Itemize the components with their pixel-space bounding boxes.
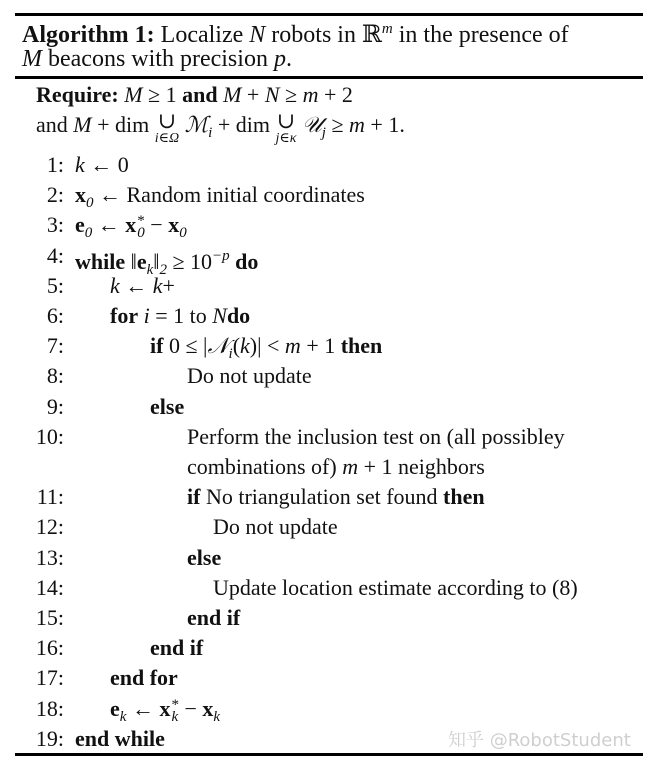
- math-segment: k: [110, 272, 120, 298]
- subscript: k: [213, 708, 221, 725]
- line-content: [187, 422, 565, 452]
- math-segment: while: [75, 248, 126, 274]
- math-segment: and: [36, 112, 74, 137]
- math-segment: for: [110, 303, 139, 328]
- math-segment: −: [178, 695, 203, 721]
- line-number: 1:: [46, 152, 64, 177]
- require-line: [36, 80, 353, 110]
- math-segment: x: [125, 212, 137, 238]
- line-content: [187, 482, 485, 512]
- math-segment: ←: [126, 695, 160, 721]
- math-segment: ←: [119, 272, 153, 298]
- math-segment: Do not update: [187, 363, 312, 389]
- subscript: 0: [84, 225, 93, 242]
- math-segment: then: [443, 484, 485, 510]
- math-segment: if: [187, 484, 201, 510]
- line-number: 10:: [35, 423, 64, 449]
- math-segment: ≥: [279, 82, 303, 107]
- math-segment: ←: [92, 212, 126, 238]
- line-content: [150, 633, 203, 663]
- math-segment: Perform the inclusion test on (all possibley: [187, 423, 565, 449]
- math-segment: else: [187, 544, 222, 570]
- math-segment: Do not update: [213, 514, 338, 540]
- line-number: 4:: [46, 242, 64, 268]
- math-segment: end if: [187, 605, 241, 630]
- union-operator: [155, 110, 179, 146]
- math-segment: (: [232, 333, 241, 359]
- math-segment: combinations of): [187, 454, 343, 479]
- math-segment: + 2: [318, 82, 353, 107]
- math-segment: + dim: [212, 112, 276, 137]
- union-symbol: ∪: [157, 108, 177, 133]
- math-segment: in the presence of: [392, 22, 569, 48]
- math-segment: M: [73, 112, 92, 137]
- sub-superscript: [171, 696, 179, 725]
- math-segment: N: [249, 22, 266, 48]
- union-symbol: ∪: [276, 108, 296, 133]
- line-content: [110, 301, 250, 331]
- line-number: 14:: [35, 574, 64, 600]
- math-segment: N: [264, 82, 280, 107]
- sub-superscript: [137, 213, 145, 242]
- algorithm-title-line2: [22, 44, 292, 74]
- math-segment: and: [182, 82, 218, 107]
- math-segment: k: [75, 152, 85, 177]
- line-content: [150, 392, 184, 422]
- math-segment: do: [226, 303, 251, 328]
- superscript: m: [381, 21, 393, 37]
- math-segment: Require:: [36, 82, 119, 107]
- math-segment: beacons with precision: [42, 46, 274, 72]
- math-segment: M: [22, 46, 42, 72]
- math-segment: end for: [110, 665, 178, 691]
- math-segment: + 1: [300, 333, 341, 359]
- math-segment: end if: [150, 635, 204, 661]
- math-segment: + 1 neighbors: [358, 454, 485, 479]
- math-segment: ← Random initial coordinates: [93, 182, 365, 208]
- line-content: [213, 512, 338, 542]
- math-segment: + dim: [91, 112, 155, 137]
- union-index: j∈κ: [275, 131, 297, 146]
- require-condition-line: [36, 108, 405, 146]
- math-segment: m: [302, 82, 319, 107]
- line-number: 11:: [36, 484, 64, 510]
- line-number: 3:: [46, 212, 64, 238]
- math-segment: 0 ≤ |: [163, 333, 208, 359]
- union-operator: [275, 110, 296, 146]
- math-segment: e: [136, 248, 147, 274]
- line-content: [110, 271, 175, 301]
- line-content: [75, 724, 165, 754]
- math-segment: .: [285, 46, 292, 72]
- math-segment: e: [75, 212, 85, 238]
- subscript: k: [146, 261, 154, 278]
- math-segment: x: [168, 212, 180, 238]
- math-segment: Update location estimate according to (8): [213, 574, 578, 600]
- superscript: −p: [212, 247, 230, 264]
- math-segment: k: [240, 333, 250, 359]
- line-number: 16:: [35, 635, 64, 661]
- watermark: 知乎 @RobotStudent: [448, 730, 631, 751]
- subscript: j: [321, 125, 326, 141]
- math-segment: x: [159, 695, 171, 721]
- math-segment: robots in ℝ: [265, 22, 382, 48]
- math-segment: if: [150, 333, 164, 359]
- math-segment: m: [342, 454, 359, 479]
- math-segment: m: [284, 333, 301, 359]
- line-number: 19:: [35, 725, 64, 751]
- subscript: 0: [179, 225, 187, 242]
- math-segment: k: [152, 272, 163, 298]
- line-number: 15:: [35, 605, 64, 630]
- line-content: [110, 663, 178, 693]
- math-segment: end while: [75, 725, 165, 751]
- subscript: i: [208, 125, 213, 141]
- math-segment: ‖: [153, 248, 160, 274]
- bottom-rule: [15, 753, 643, 756]
- superscript: *: [171, 696, 179, 713]
- math-segment: −: [144, 212, 169, 238]
- math-segment: e: [110, 695, 120, 721]
- math-segment: + 1.: [364, 112, 405, 137]
- line-content: [187, 543, 221, 573]
- line-number: 6:: [46, 303, 64, 328]
- subscript: 0: [86, 195, 94, 212]
- line-content: [187, 361, 312, 391]
- math-segment: +: [162, 272, 175, 298]
- math-segment: then: [340, 333, 383, 359]
- header-rule: [15, 76, 643, 79]
- line-number: 5:: [46, 272, 64, 298]
- math-segment: x: [75, 182, 86, 208]
- math-segment: m: [349, 112, 365, 137]
- line-number: 17:: [35, 665, 64, 691]
- superscript: *: [137, 213, 145, 230]
- subscript: k: [119, 708, 127, 725]
- line-number: 12:: [35, 514, 64, 540]
- math-segment: Algorithm 1:: [22, 22, 155, 48]
- line-number: 13:: [35, 544, 64, 570]
- math-segment: +: [241, 82, 265, 107]
- math-segment: N: [212, 303, 227, 328]
- math-segment: else: [150, 393, 185, 419]
- math-segment: ← 0: [84, 152, 129, 177]
- math-segment: 𝒰: [296, 112, 322, 137]
- math-segment: p: [273, 46, 286, 72]
- math-segment: )| <: [249, 333, 285, 359]
- math-segment: ‖: [125, 248, 137, 274]
- subscript: i: [228, 346, 233, 363]
- math-segment: ℳ: [179, 112, 209, 137]
- math-segment: M: [223, 82, 242, 107]
- math-segment: No triangulation set found: [200, 484, 444, 510]
- subscript: k: [171, 708, 179, 725]
- union-index: i∈Ω: [154, 131, 180, 146]
- line-number: 18:: [35, 695, 64, 721]
- math-segment: = 1 to: [149, 303, 213, 328]
- subscript: 0: [137, 225, 145, 242]
- subscript: 2: [159, 261, 167, 278]
- line-content: [187, 452, 485, 482]
- line-number: 2:: [46, 182, 64, 208]
- line-number: 8:: [46, 363, 64, 389]
- math-segment: do: [229, 248, 259, 274]
- line-content: [75, 150, 129, 180]
- math-segment: ≥ 10: [166, 248, 213, 274]
- line-content: [213, 573, 578, 603]
- math-segment: Localize: [154, 22, 250, 48]
- line-number: 7:: [46, 333, 64, 359]
- math-segment: ≥: [325, 112, 350, 137]
- math-segment: x: [202, 695, 214, 721]
- math-segment: M: [124, 82, 143, 107]
- math-segment: i: [143, 303, 150, 328]
- math-segment: ≥ 1: [142, 82, 183, 107]
- math-segment: 𝒩: [207, 333, 229, 359]
- line-content: [187, 603, 240, 633]
- line-number: 9:: [46, 393, 64, 419]
